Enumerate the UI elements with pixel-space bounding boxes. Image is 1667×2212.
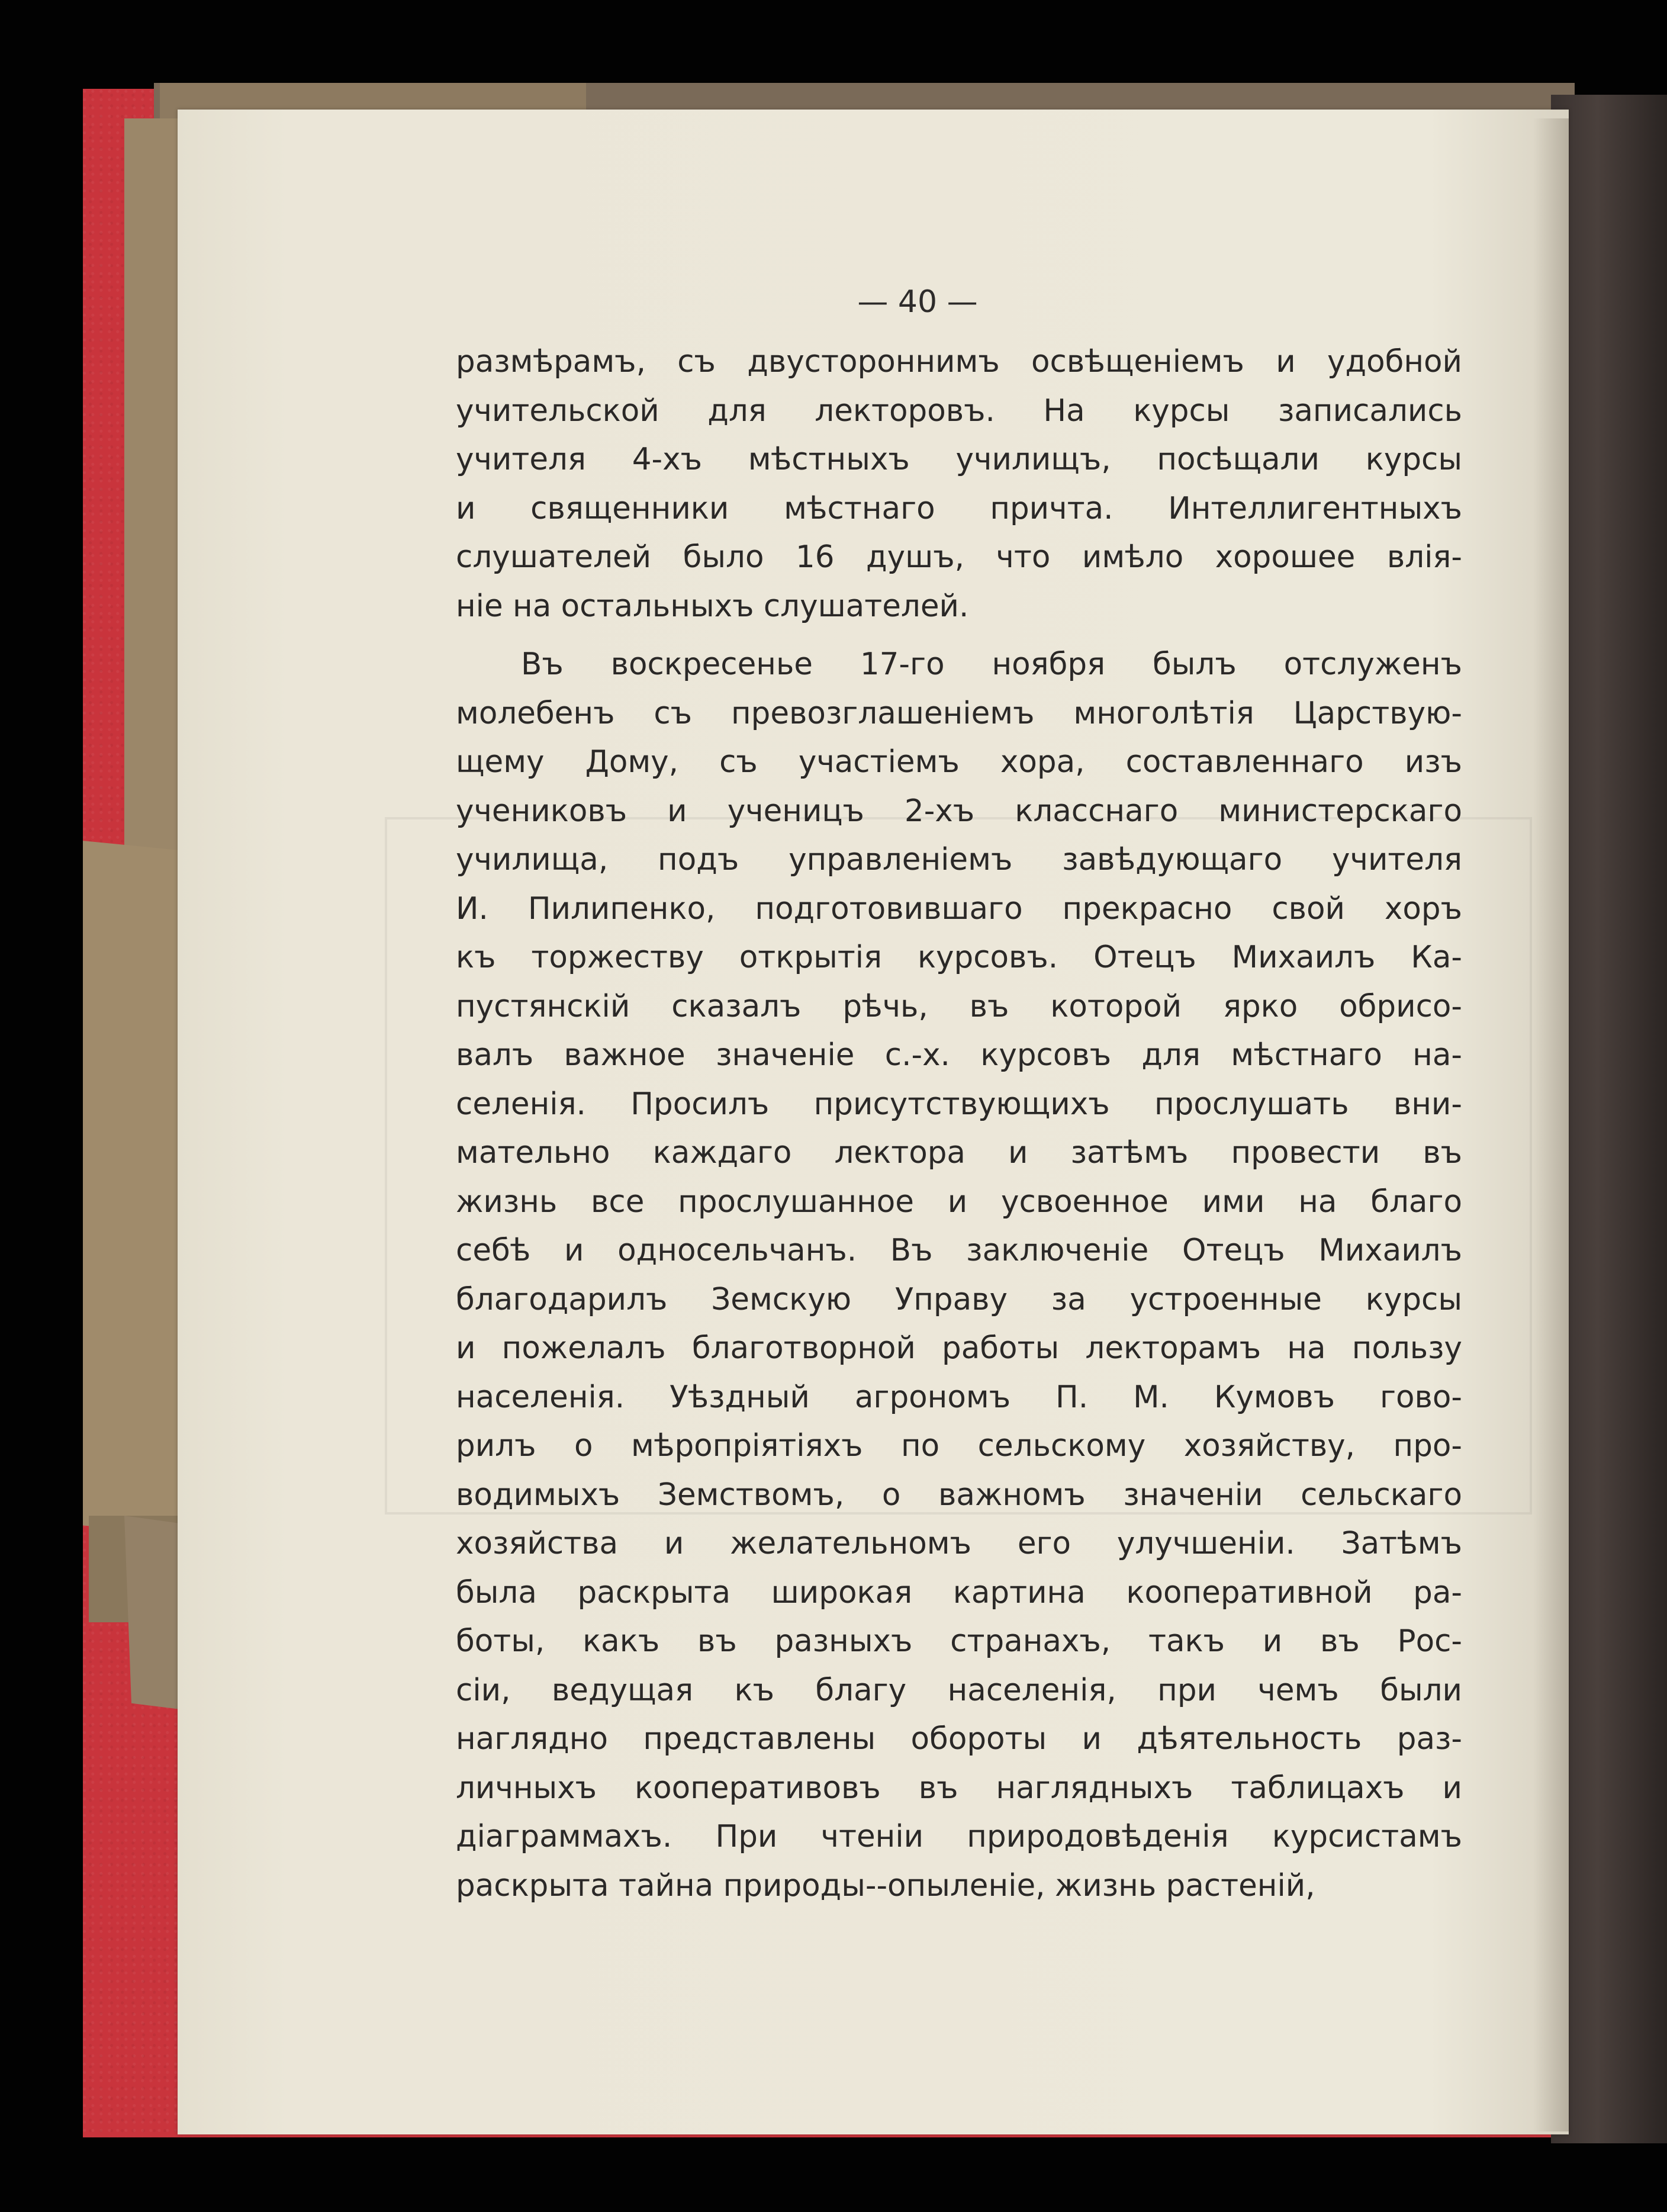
page-body-text: [456, 337, 1462, 1910]
page-edge-shadow: [1533, 118, 1569, 2131]
text-line: ніе на остальныхъ слушателей.: [456, 588, 969, 624]
text-line: жизнь все прослушанное и усвоенное ими на благо: [456, 1184, 1462, 1220]
text-line: наглядно представлены обороты и дѣятельность раз-: [456, 1721, 1462, 1757]
text-line: Въ воскресенье 17-го ноября былъ отслуженъ: [521, 647, 1462, 682]
text-line: слушателей было 16 душъ, что имѣло хорошее влія-: [456, 539, 1462, 575]
text-line: діаграммахъ. При чтеніи природовѣденія курсистамъ: [456, 1819, 1462, 1854]
text-line: молебенъ съ превозглашеніемъ многолѣтія Царствую-: [456, 695, 1462, 731]
text-line: пустянскій сказалъ рѣчь, въ которой ярко обрисо-: [456, 988, 1462, 1024]
text-line: личныхъ кооперативовъ въ наглядныхъ таблицахъ и: [456, 1770, 1462, 1806]
text-line: щему Дому, съ участіемъ хора, составленнаго изъ: [456, 744, 1462, 780]
text-line: рилъ о мѣропріятіяхъ по сельскому хозяйству, про-: [456, 1428, 1462, 1464]
text-line: раскрыта тайна природы--опыленіе, жизнь растеній,: [456, 1867, 1315, 1904]
text-line: валъ важное значеніе с.-х. курсовъ для мѣстнаго на-: [456, 1037, 1462, 1073]
text-line: мательно каждаго лектора и затѣмъ провести въ: [456, 1135, 1462, 1171]
text-line: селенія. Просилъ присутствующихъ прослушать вни-: [456, 1086, 1462, 1122]
text-line: и пожелалъ благотворной работы лекторамъ на пользу: [456, 1330, 1462, 1366]
text-line: водимыхъ Земствомъ, о важномъ значеніи сельскаго: [456, 1477, 1462, 1513]
paragraph-2: [456, 640, 1462, 1910]
text-line: къ торжеству открытія курсовъ. Отецъ Михаилъ Ка-: [456, 940, 1462, 975]
text-line: хозяйства и желательномъ его улучшеніи. Затѣмъ: [456, 1526, 1462, 1561]
text-line: боты, какъ въ разныхъ странахъ, такъ и въ Рос-: [456, 1623, 1462, 1659]
text-line: благодарилъ Земскую Управу за устроенные курсы: [456, 1281, 1462, 1317]
page-number: — 40 —: [857, 284, 978, 320]
text-line: себѣ и односельчанъ. Въ заключеніе Отецъ Михаилъ: [456, 1233, 1462, 1268]
text-line: учителя 4-хъ мѣстныхъ училищъ, посѣщали курсы: [456, 442, 1462, 477]
text-line: учениковъ и ученицъ 2-хъ класснаго министерскаго: [456, 793, 1462, 829]
text-line: училища, подъ управленіемъ завѣдующаго учителя: [456, 842, 1462, 877]
text-line: была раскрыта широкая картина кооперативной ра-: [456, 1574, 1462, 1610]
paragraph-1: [456, 337, 1462, 631]
text-line: сіи, ведущая къ благу населенія, при чемъ были: [456, 1672, 1462, 1708]
text-line: учительской для лекторовъ. На курсы записались: [456, 393, 1462, 429]
text-line: И. Пилипенко, подготовившаго прекрасно свой хоръ: [456, 890, 1462, 927]
text-line: населенія. Уѣздный агрономъ П. М. Кумовъ гово-: [456, 1379, 1462, 1415]
text-line: размѣрамъ, съ двустороннимъ освѣщеніемъ и удобной: [456, 344, 1462, 380]
text-line: и священники мѣстнаго причта. Интеллигентныхъ: [456, 490, 1462, 526]
